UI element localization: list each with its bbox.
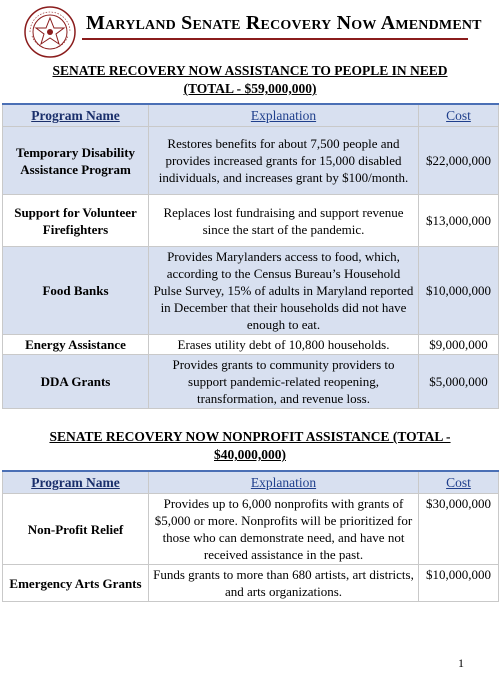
table-row <box>3 247 499 335</box>
program-name: Temporary Disability Assistance Program <box>3 127 149 195</box>
cost: $10,000,000 <box>419 247 499 335</box>
cost: $30,000,000 <box>419 494 499 565</box>
section1-heading-line2: (TOTAL - $59,000,000) <box>183 81 317 96</box>
page-number: 1 <box>458 656 464 670</box>
cost: $9,000,000 <box>419 335 499 355</box>
cost: $13,000,000 <box>419 195 499 247</box>
explanation-header: Explanation <box>149 471 419 494</box>
cost: $22,000,000 <box>419 127 499 195</box>
table-header-row <box>3 471 499 494</box>
explanation: Funds grants to more than 680 artists, art districts, and arts organizations. <box>149 565 419 602</box>
table-header-row <box>3 104 499 127</box>
title-divider <box>82 38 468 40</box>
program-name: DDA Grants <box>3 355 149 409</box>
program-name-header: Program Name <box>3 104 149 127</box>
table-row <box>3 195 499 247</box>
section1-heading <box>2 62 498 98</box>
section2-heading-line2: $40,000,000) <box>214 447 286 462</box>
table-row <box>3 494 499 565</box>
explanation: Provides grants to community providers to support pandemic-related reopening, transformation, and revenue loss. <box>149 355 419 409</box>
program-name-header: Program Name <box>3 471 149 494</box>
explanation: Replaces lost fundraising and support revenue since the start of the pandemic. <box>149 195 419 247</box>
document-title: Maryland Senate Recovery Now Amendment <box>86 12 482 34</box>
explanation: Erases utility debt of 10,800 households. <box>149 335 419 355</box>
cost: $5,000,000 <box>419 355 499 409</box>
section2-heading-line1: SENATE RECOVERY NOW NONPROFIT ASSISTANCE (TOTAL - <box>49 429 451 444</box>
table-row <box>3 355 499 409</box>
explanation: Provides Marylanders access to food, which, according to the Census Bureau’s Household Pulse Survey, 15% of adults in Maryland reported in December that their households did not have enough to eat. <box>149 247 419 335</box>
table-row <box>3 127 499 195</box>
section1-heading-line1: SENATE RECOVERY NOW ASSISTANCE TO PEOPLE IN NEED <box>52 63 448 78</box>
program-name: Food Banks <box>3 247 149 335</box>
cost-header: Cost <box>419 104 499 127</box>
senate-seal-icon <box>24 6 76 58</box>
program-name: Emergency Arts Grants <box>3 565 149 602</box>
section1-table <box>2 103 499 409</box>
table-row <box>3 335 499 355</box>
program-name: Support for Volunteer Firefighters <box>3 195 149 247</box>
explanation: Restores benefits for about 7,500 people and provides increased grants for 15,000 disabled individuals, and increases grant by $100/month. <box>149 127 419 195</box>
table-row <box>3 565 499 602</box>
program-name: Non-Profit Relief <box>3 494 149 565</box>
program-name: Energy Assistance <box>3 335 149 355</box>
section2-table <box>2 470 499 602</box>
cost: $10,000,000 <box>419 565 499 602</box>
explanation-header: Explanation <box>149 104 419 127</box>
cost-header: Cost <box>419 471 499 494</box>
section2-heading <box>2 428 498 464</box>
explanation: Provides up to 6,000 nonprofits with grants of $5,000 or more. Nonprofits will be prioritized for those who can demonstrate need, and have not received assistance in the past. <box>149 494 419 565</box>
